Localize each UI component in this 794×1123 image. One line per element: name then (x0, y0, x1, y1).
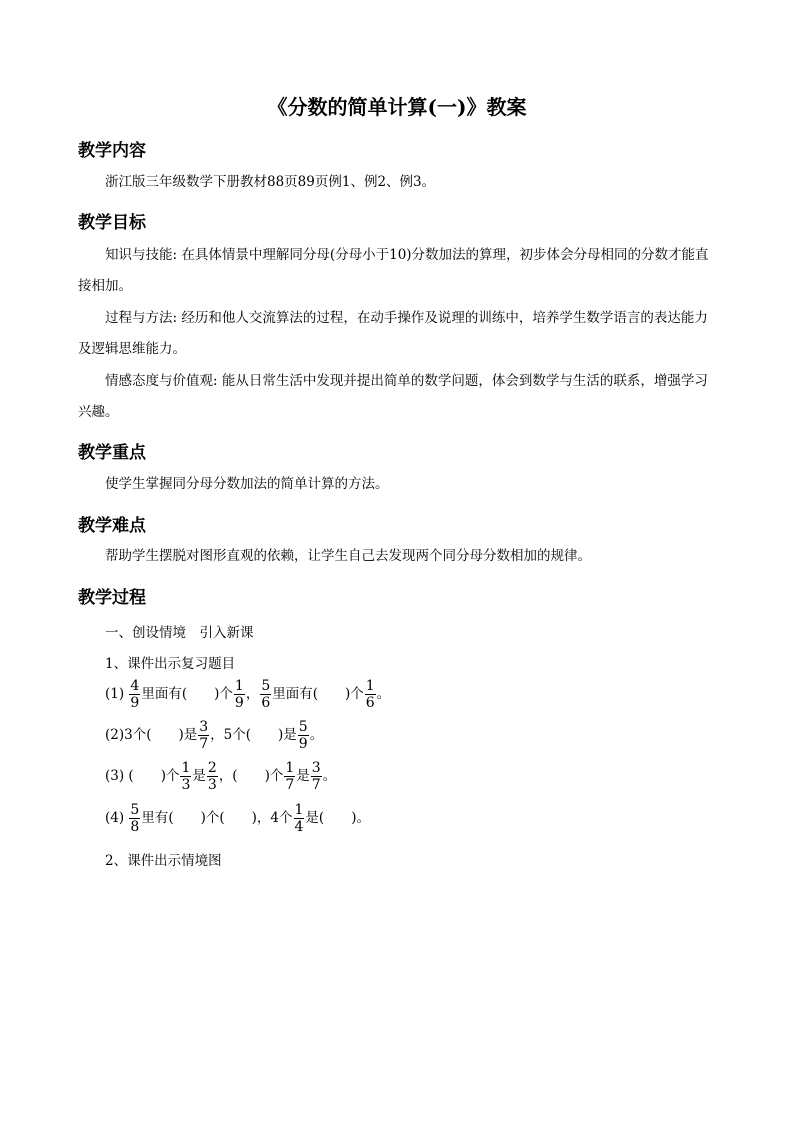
numerator: 5 (298, 719, 308, 735)
numerator: 1 (285, 760, 295, 776)
question-label: (4) (105, 810, 125, 826)
numerator: 5 (261, 678, 271, 694)
process-item-2: 2、课件出示情境图 (105, 853, 222, 869)
fraction (311, 760, 322, 793)
key-point-text: 使学生掌握同分母分数加法的简单计算的方法。 (105, 476, 389, 492)
numerator: 3 (199, 719, 209, 735)
denominator: 7 (285, 777, 295, 793)
fraction (294, 802, 305, 835)
denominator: 6 (261, 695, 271, 711)
numerator: 4 (130, 678, 140, 694)
fraction (284, 760, 295, 793)
heading-key-point: 教学重点 (78, 443, 146, 463)
heading-difficulty: 教学难点 (78, 516, 146, 536)
fraction (298, 719, 309, 752)
question-text: 。 (376, 686, 391, 702)
denominator: 9 (130, 695, 140, 711)
fraction (129, 802, 140, 835)
numerator: 3 (311, 760, 321, 776)
fraction (365, 678, 376, 711)
fraction (129, 678, 140, 711)
numerator: 1 (294, 802, 304, 818)
numerator: 5 (130, 802, 140, 818)
question-2 (105, 719, 323, 752)
numerator: 1 (234, 678, 244, 694)
question-text: ，( )个 (218, 768, 284, 784)
question-text: ( )个 (128, 768, 180, 784)
denominator: 3 (207, 777, 217, 793)
question-label: (3) (105, 768, 125, 784)
denominator: 8 (130, 819, 140, 835)
question-text: 是 (296, 768, 310, 784)
teaching-content-text: 浙江版三年级数学下册教材88页89页例1、例2、例3。 (105, 174, 436, 190)
goal-attitude: 情感态度与价值观: 能从日常生活中发现并提出简单的数学问题，体会到数学与生活的联系，增强学习兴趣。 (78, 373, 708, 420)
question-text: 。 (322, 768, 337, 784)
denominator: 7 (199, 736, 209, 752)
document-title: 《分数的简单计算(一)》教案 (267, 95, 527, 119)
process-step-1: 一、创设情境 引入新课 (105, 625, 254, 641)
numerator: 1 (181, 760, 191, 776)
denominator: 6 (365, 695, 375, 711)
question-text: ， (245, 686, 260, 702)
numerator: 2 (207, 760, 217, 776)
heading-process: 教学过程 (78, 588, 146, 608)
denominator: 9 (298, 736, 308, 752)
denominator: 7 (311, 777, 321, 793)
question-text: 。 (309, 727, 324, 743)
question-text: 里面有( )个 (141, 686, 233, 702)
difficulty-text: 帮助学生摆脱对图形直观的依赖，让学生自己去发现两个同分母分数相加的规律。 (105, 548, 591, 564)
numerator: 1 (365, 678, 375, 694)
question-text: 里面有( )个 (272, 686, 364, 702)
fraction (198, 719, 209, 752)
goal-knowledge: 知识与技能: 在具体情景中理解同分母(分母小于10)分数加法的算理，初步体会分母相同的分数才能直接相加。 (78, 247, 709, 294)
question-1 (105, 678, 390, 711)
question-4 (105, 802, 370, 835)
fraction (180, 760, 191, 793)
fraction (260, 678, 271, 711)
question-text: 是 (192, 768, 206, 784)
question-text: 3个( )是 (124, 727, 198, 743)
fraction (234, 678, 245, 711)
fraction (207, 760, 218, 793)
heading-teaching-content: 教学内容 (78, 141, 146, 161)
denominator: 4 (294, 819, 304, 835)
question-label: (2) (105, 727, 125, 743)
question-label: (1) (105, 686, 125, 702)
goal-process: 过程与方法: 经历和他人交流算法的过程，在动手操作及说理的训练中，培养学生数学语言的表达能力及逻辑思维能力。 (78, 310, 708, 357)
question-text: 里有( )个( )，4个 (141, 810, 293, 826)
question-text: ，5个( )是 (210, 727, 297, 743)
process-item-1: 1、课件出示复习题目 (105, 656, 236, 672)
heading-teaching-goals: 教学目标 (78, 213, 146, 233)
denominator: 3 (181, 777, 191, 793)
denominator: 9 (234, 695, 244, 711)
question-text: 是( )。 (305, 810, 370, 826)
question-3 (105, 760, 336, 793)
